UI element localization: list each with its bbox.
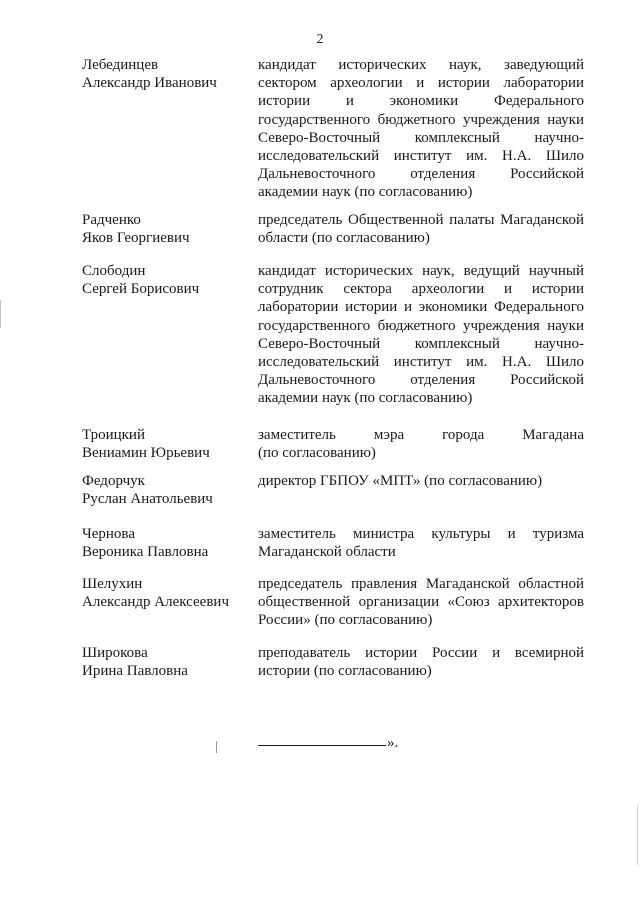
member-role-line: лаборатории истории и экономики Федерального (258, 299, 584, 316)
member-role-line: общественной организации «Союз архитекторов (258, 594, 584, 611)
member-role-line: кандидат исторических наук, заведующий (258, 57, 584, 73)
member-role (258, 426, 584, 462)
member-role-line: истории (по согласованию) (258, 663, 432, 680)
member-name (82, 525, 252, 561)
member-surname: Федорчук (82, 473, 145, 489)
member-given-names: Сергей Борисович (82, 281, 200, 297)
member-given-names: Ирина Павловна (82, 663, 188, 679)
member-name (82, 426, 252, 462)
member-role-line: исследовательский институт им. Н.А. Шило (258, 148, 584, 165)
member-role-line: России» (по согласованию) (258, 612, 433, 629)
member-list (0, 56, 640, 696)
member-surname: Широкова (82, 645, 148, 661)
member-given-names: Руслан Анатольевич (82, 491, 213, 507)
closing-quote: ». (387, 735, 399, 751)
member-role-line: сотрудник сектора археологии и истории (258, 281, 584, 298)
member-role (258, 56, 584, 202)
member-role-line: заместитель министра культуры и туризма (258, 526, 584, 542)
member-role-line: академии наук (по согласованию) (258, 390, 473, 407)
member-role-line: председатель правления Магаданской областной (258, 576, 584, 592)
closing-underline (258, 745, 386, 746)
member-role-line: академии наук (по согласованию) (258, 184, 473, 201)
member-given-names: Вероника Павловна (82, 544, 209, 560)
member-role-line: директор ГБПОУ «МПТ» (по согласованию) (258, 473, 543, 489)
member-name (82, 644, 252, 680)
member-role (258, 211, 584, 247)
member-role-line: председатель Общественной палаты Магаданской (258, 212, 584, 228)
member-name (82, 575, 252, 611)
closing-mark (258, 733, 418, 753)
member-role-line: государственного бюджетного учреждения науки (258, 317, 584, 334)
member-role (258, 575, 584, 630)
stray-mark (216, 741, 217, 753)
member-name (82, 472, 252, 508)
member-role-line: Магаданской области (258, 544, 396, 561)
member-surname: Чернова (82, 526, 135, 542)
member-name (82, 262, 252, 298)
member-name (82, 56, 252, 92)
member-role (258, 525, 584, 561)
member-role-line: Дальневосточного отделения Российской (258, 166, 584, 183)
member-role (258, 472, 584, 490)
member-given-names: Александр Алексеевич (82, 594, 229, 610)
member-surname: Троицкий (82, 427, 145, 443)
member-given-names: Александр Иванович (82, 75, 217, 91)
member-role-line: преподаватель истории России и всемирной (258, 645, 584, 661)
member-role-line: области (по согласованию) (258, 230, 430, 247)
member-role (258, 262, 584, 408)
member-role-line: кандидат исторических наук, ведущий научный (258, 263, 584, 279)
member-surname: Лебединцев (82, 57, 159, 73)
member-role-line: Северо-Восточный комплексный научно- (258, 335, 584, 352)
member-role-line: Северо-Восточный комплексный научно- (258, 129, 584, 146)
member-surname: Радченко (82, 212, 141, 228)
member-given-names: Вениамин Юрьевич (82, 445, 210, 461)
member-name (82, 211, 252, 247)
member-given-names: Яков Георгиевич (82, 230, 190, 246)
page-number: 2 (316, 32, 324, 47)
scan-edge-mark-right (637, 805, 638, 865)
member-role-line: Дальневосточного отделения Российской (258, 372, 584, 389)
member-surname: Шелухин (82, 576, 143, 592)
member-role-line: исследовательский институт им. Н.А. Шило (258, 354, 584, 371)
member-role-line: (по согласованию) (258, 445, 376, 462)
scan-edge-mark (0, 300, 1, 328)
member-role-line: истории и экономики Федерального (258, 93, 584, 110)
member-role-line: сектором археологии и истории лаборатории (258, 75, 584, 92)
member-role-line: заместитель мэра города Магадана (258, 427, 584, 443)
member-role (258, 644, 584, 680)
member-role-line: государственного бюджетного учреждения науки (258, 111, 584, 128)
member-surname: Слободин (82, 263, 146, 279)
